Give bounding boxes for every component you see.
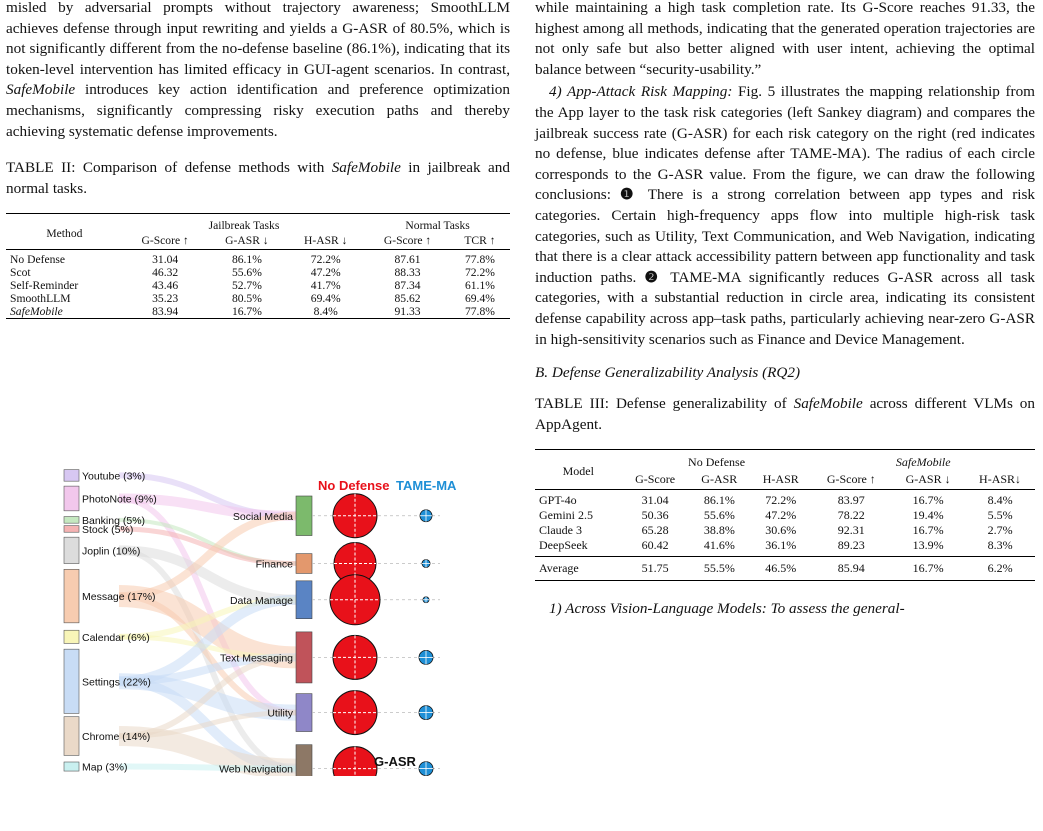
left-column [6, 0, 510, 776]
app-node [64, 649, 79, 713]
table-cell: 43.46 [152, 279, 179, 293]
category-node-label: Social Media [232, 510, 293, 523]
table-group-no-defense: No Defense [688, 455, 746, 470]
table-cell: 55.6% [231, 266, 262, 280]
app-node [64, 470, 79, 482]
table-column-header: G-Score ↑ [826, 472, 876, 487]
category-node [296, 632, 312, 683]
app-node [64, 486, 79, 511]
category-node-label: Finance [255, 558, 293, 571]
table-cell: 41.6% [703, 538, 735, 553]
app-node-label: Settings (22%) [82, 676, 151, 689]
table-cell: 86.1% [231, 253, 262, 267]
table-cell: 69.4% [310, 292, 341, 306]
table-row [535, 508, 1035, 523]
table-iii [535, 449, 1035, 581]
legend-tame-ma: TAME-MA [396, 478, 457, 493]
table-cell: 6.2% [987, 561, 1013, 576]
app-node [64, 537, 79, 563]
row-label: SafeMobile [10, 305, 63, 319]
row-label: SmoothLLM [10, 292, 71, 306]
table-cell: 30.6% [765, 523, 797, 538]
table-column-header: G-ASR ↓ [225, 234, 269, 248]
section-heading: B. Defense Generalizability Analysis (RQ2) [535, 364, 801, 382]
table-cell: 16.7% [912, 523, 944, 538]
row-label: DeepSeek [539, 538, 588, 553]
table-row-average [535, 557, 1035, 581]
table-cell: 52.7% [231, 279, 262, 293]
app-node-label: Calendar (6%) [82, 631, 150, 644]
table-cell: 31.04 [641, 493, 669, 508]
table-cell: 35.23 [152, 292, 179, 306]
table-cell: 85.94 [837, 561, 865, 576]
table-cell: 46.5% [765, 561, 797, 576]
category-node [296, 745, 312, 776]
table-cell: 16.7% [912, 561, 944, 576]
legend-no-defense: No Defense [318, 478, 390, 493]
table-row [535, 490, 1035, 509]
app-node-label: Message (17%) [82, 591, 156, 604]
category-node-label: Web Navigation [219, 763, 293, 776]
sankey-figure [56, 468, 486, 776]
table-ii [6, 213, 510, 319]
row-label: Claude 3 [539, 523, 582, 538]
category-node-label: Text Messaging [220, 652, 293, 665]
table-cell: 13.9% [912, 538, 944, 553]
table-column-header: G-ASR [701, 472, 738, 487]
body-paragraph: while maintaining a high task completion rate. Its G-Score reaches 91.33, the highest among all methods, indicating that the generated operation trajectories are not only safe but also better aligned with user intent, achieving the optimal balance between “security-usability.” [535, 0, 1035, 78]
app-node [64, 630, 79, 643]
table-cell: 8.4% [987, 493, 1013, 508]
table-column-header: G-Score ↑ [383, 234, 432, 248]
app-node-label: Joplin (10%) [82, 545, 141, 558]
table-cell: 80.5% [231, 292, 262, 306]
table-cell: 87.61 [394, 253, 421, 267]
row-label: Scot [10, 266, 31, 280]
table-cell: 31.04 [152, 253, 179, 267]
table-cell: 86.1% [703, 493, 735, 508]
marker-1: ❶ [620, 186, 639, 204]
table-cell: 72.2% [310, 253, 341, 267]
table-cell: 38.8% [703, 523, 735, 538]
table-cell: 47.2% [765, 508, 797, 523]
table-cell: 41.7% [310, 279, 341, 293]
table-cell: 65.28 [641, 523, 669, 538]
category-node-label: Utility [267, 707, 293, 720]
table-row [6, 250, 510, 267]
table-ii-caption: TABLE II: Comparison of defense methods with SafeMobile in jailbreak and normal tasks. [6, 159, 510, 197]
table-cell: 55.5% [703, 561, 735, 576]
table-column-header: G-ASR ↓ [905, 472, 951, 487]
table-cell: 8.4% [313, 305, 338, 319]
table-row [6, 292, 510, 305]
table-cell: 5.5% [987, 508, 1013, 523]
app-node-label: Stock (5%) [82, 523, 134, 536]
app-node-label: Youtube (3%) [82, 470, 146, 483]
row-label: Average [539, 561, 579, 576]
table-column-header: G-Score [635, 472, 676, 487]
app-node-label: PhotoNote (9%) [82, 493, 157, 506]
category-node [296, 581, 312, 619]
category-node [296, 496, 312, 536]
app-node [64, 569, 79, 623]
body-paragraph: 4) App-Attack Risk Mapping: Fig. 5 illustrates the mapping relationship from the App layer to the task risk categories (left Sankey diagram) and compares the jailbreak success rate (G-ASR) for each risk category on the right (red indicates no defense, blue indicates defense after TAME-MA). The radius of each circle corresponds to the G-ASR value. From the figure, we can draw the following conclusions: ❶ There is a strong correlation between app types and risk categories. Certain high-frequency apps flow into multiple high-risk task categories, such as Utility, Text Communication, and Web Navigation, indicating that there is a clear attack accessibility pattern between app functionality and task induction paths. ❷ TAME-MA significantly reduces G-ASR across all task categories, with a substantial reduction in circle area, indicating its consistent defense capability across app–task paths, particularly achieving near-zero G-ASR in high-sensitivity scenarios such as Finance and Device Management. [535, 83, 1035, 348]
table-cell: 72.2% [765, 493, 797, 508]
table-cell: 8.3% [987, 538, 1013, 553]
app-node [64, 717, 79, 756]
table-cell: 92.31 [837, 523, 865, 538]
table-cell: 83.94 [152, 305, 179, 319]
table-column-header: G-Score ↑ [141, 234, 189, 248]
table-cell: 77.8% [464, 253, 495, 267]
table-cell: 72.2% [464, 266, 495, 280]
right-column [535, 0, 1035, 620]
app-node [64, 517, 79, 524]
marker-2: ❷ [644, 268, 663, 286]
table-cell: 36.1% [765, 538, 797, 553]
body-paragraph: 1) Across Vision-Language Models: To assess the general- [549, 600, 905, 618]
table-cell: 47.2% [310, 266, 341, 280]
category-node [296, 694, 312, 732]
table-column-header: H-ASR [762, 472, 799, 487]
table-row [535, 538, 1035, 557]
table-group-safemobile: SafeMobile [895, 455, 951, 470]
table-row [6, 266, 510, 279]
app-node [64, 526, 79, 533]
table-cell: 51.75 [641, 561, 669, 576]
table-cell: 16.7% [231, 305, 262, 319]
body-paragraph: misled by adversarial prompts without trajectory awareness; SmoothLLM achieves defense through input rewriting and yields a G-ASR of 80.5%, which is not significantly different from the no-defense baseline (86.1%), indicating that its token-level intervention has limited efficacy in GUI-agent scenarios. In contrast, SafeMobile introduces key action identification and preference optimization mechanisms, significantly compressing risky execution paths and thereby achieving systematic defense improvements. [6, 0, 510, 140]
table-cell: 85.62 [394, 292, 421, 306]
table-cell: 88.33 [394, 266, 421, 280]
table-cell: 91.33 [394, 305, 421, 319]
table-column-header: H-ASR↓ [979, 472, 1022, 487]
table-group-jailbreak: Jailbreak Tasks [208, 219, 280, 233]
table-cell: 89.23 [837, 538, 865, 553]
table-row [535, 523, 1035, 538]
category-node [296, 554, 312, 574]
table-cell: 69.4% [464, 292, 495, 306]
table-row [6, 279, 510, 292]
table-cell: 60.42 [641, 538, 669, 553]
app-node [64, 762, 79, 771]
table-cell: 46.32 [152, 266, 179, 280]
g-asr-axis-label: G-ASR [374, 754, 416, 769]
table-column-header: H-ASR ↓ [304, 234, 348, 248]
row-label: GPT-4o [539, 493, 577, 508]
table-cell: 50.36 [641, 508, 669, 523]
table-cell: 78.22 [837, 508, 865, 523]
table-column-header: TCR ↑ [464, 234, 496, 248]
table-cell: 77.8% [464, 305, 495, 319]
table-cell: 87.34 [394, 279, 421, 293]
app-node-label: Chrome (14%) [82, 731, 151, 744]
table-cell: 2.7% [987, 523, 1013, 538]
table-header-method: Method [46, 226, 83, 240]
table-iii-caption: TABLE III: Defense generalizability of SafeMobile across different VLMs on AppAgent. [535, 395, 1035, 433]
table-cell: 55.6% [703, 508, 735, 523]
table-header-model: Model [562, 463, 594, 478]
table-cell: 16.7% [912, 493, 944, 508]
row-label: Self-Reminder [10, 279, 79, 293]
table-group-normal: Normal Tasks [405, 219, 470, 233]
row-label: Gemini 2.5 [539, 508, 593, 523]
table-cell: 19.4% [912, 508, 944, 523]
table-row [6, 305, 510, 319]
category-node-label: Data Manage [229, 594, 293, 607]
app-node-label: Banking (5%) [82, 514, 146, 527]
app-node-label: Map (3%) [82, 761, 128, 774]
table-cell: 61.1% [464, 279, 495, 293]
paragraph-heading: 4) App-Attack Risk Mapping: [549, 83, 733, 101]
table-cell: 83.97 [837, 493, 865, 508]
row-label: No Defense [10, 253, 66, 267]
